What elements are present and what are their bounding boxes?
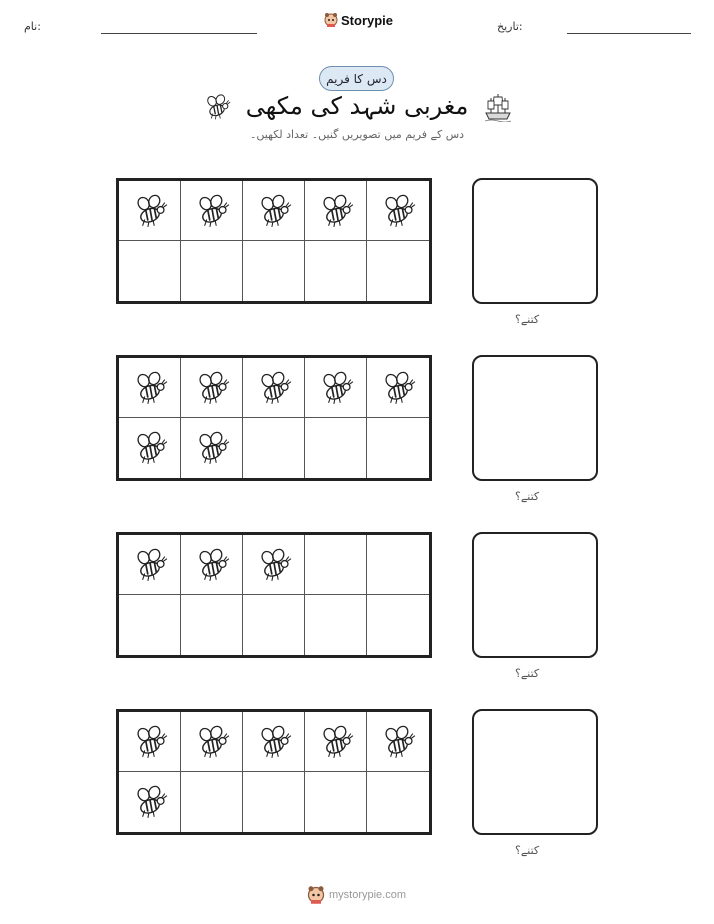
- bee-icon: [318, 724, 354, 760]
- ten-frame-cell: [119, 535, 181, 595]
- bee-icon: [380, 193, 416, 229]
- bee-icon: [256, 370, 292, 406]
- ten-frame-cell: [305, 241, 367, 301]
- ten-frame-cell: [119, 418, 181, 478]
- ten-frame-cell: [181, 241, 243, 301]
- ten-frame-cell: [119, 772, 181, 832]
- ten-frame-cell: [243, 712, 305, 772]
- ten-frame-cell: [119, 712, 181, 772]
- ten-frame-cell: [243, 772, 305, 832]
- bee-icon: [194, 724, 230, 760]
- answer-box[interactable]: [472, 709, 598, 835]
- bee-icon: [194, 547, 230, 583]
- how-many-prompt: کتنے؟: [515, 844, 540, 857]
- bee-icon: [132, 724, 168, 760]
- bee-icon: [256, 547, 292, 583]
- ten-frame: [116, 532, 432, 658]
- answer-box[interactable]: [472, 178, 598, 304]
- brand-logo: [324, 12, 393, 28]
- bee-icon: [256, 193, 292, 229]
- bee-icon: [132, 193, 168, 229]
- ship-icon: [484, 92, 512, 122]
- date-line[interactable]: [567, 33, 691, 34]
- ten-frame-cell: [367, 241, 429, 301]
- ten-frame-cell: [305, 181, 367, 241]
- ten-frame-cell: [367, 712, 429, 772]
- instructions: دس کے فریم میں تصویریں گنیں۔ تعداد لکھیں۔: [249, 128, 465, 141]
- ten-frame-cell: [243, 595, 305, 655]
- how-many-prompt: کتنے؟: [515, 490, 540, 503]
- footer-url: mystorypie.com: [329, 889, 407, 901]
- bee-icon: [132, 784, 168, 820]
- ten-frame-cell: [181, 535, 243, 595]
- ten-frame-cell: [181, 358, 243, 418]
- ten-frame-cell: [305, 418, 367, 478]
- ten-frame-cell: [305, 535, 367, 595]
- ten-frame-cell: [119, 358, 181, 418]
- ten-frame-cell: [243, 535, 305, 595]
- ten-frame-cell: [305, 595, 367, 655]
- ten-frame-cell: [119, 595, 181, 655]
- ten-frame-cell: [305, 772, 367, 832]
- bee-icon: [194, 370, 230, 406]
- storypie-mascot-icon: [307, 885, 325, 905]
- bee-icon: [194, 430, 230, 466]
- ten-frame-cell: [181, 181, 243, 241]
- ten-frame-cell: [305, 358, 367, 418]
- ten-frame-cell: [367, 418, 429, 478]
- ten-frame-cell: [367, 535, 429, 595]
- name-label: نام:: [24, 20, 41, 33]
- bee-icon: [380, 724, 416, 760]
- name-line[interactable]: [101, 33, 257, 34]
- date-label: تاریخ:: [497, 20, 523, 33]
- ten-frame: [116, 178, 432, 304]
- ten-frame-cell: [243, 418, 305, 478]
- ten-frame-cell: [243, 181, 305, 241]
- bee-icon: [318, 193, 354, 229]
- bee-icon: [380, 370, 416, 406]
- ten-frame-cell: [181, 418, 243, 478]
- ten-frame-cell: [243, 241, 305, 301]
- bee-icon: [132, 547, 168, 583]
- bee-icon: [132, 430, 168, 466]
- storypie-mascot-icon: [324, 12, 338, 28]
- bee-icon: [318, 370, 354, 406]
- bee-icon: [132, 370, 168, 406]
- ten-frame-cell: [181, 712, 243, 772]
- ten-frame-cell: [181, 595, 243, 655]
- how-many-prompt: کتنے؟: [515, 667, 540, 680]
- ten-frame-cell: [367, 772, 429, 832]
- ten-frame-cell: [119, 241, 181, 301]
- how-many-prompt: کتنے؟: [515, 313, 540, 326]
- answer-box[interactable]: [472, 532, 598, 658]
- bee-icon: [256, 724, 292, 760]
- ten-frame-cell: [367, 181, 429, 241]
- ten-frame: [116, 355, 432, 481]
- footer: [307, 885, 406, 905]
- bee-icon: [194, 193, 230, 229]
- answer-box[interactable]: [472, 355, 598, 481]
- page-title: مغربی شہد کی مکھی: [245, 92, 469, 120]
- ten-frame-cell: [305, 712, 367, 772]
- ten-frame-cell: [181, 772, 243, 832]
- worksheet-type-badge: دس کا فریم: [319, 66, 394, 91]
- ten-frame-cell: [367, 595, 429, 655]
- ten-frame-cell: [367, 358, 429, 418]
- brand-name: Storypie: [341, 12, 394, 28]
- ten-frame-cell: [243, 358, 305, 418]
- ten-frame-cell: [119, 181, 181, 241]
- ten-frame: [116, 709, 432, 835]
